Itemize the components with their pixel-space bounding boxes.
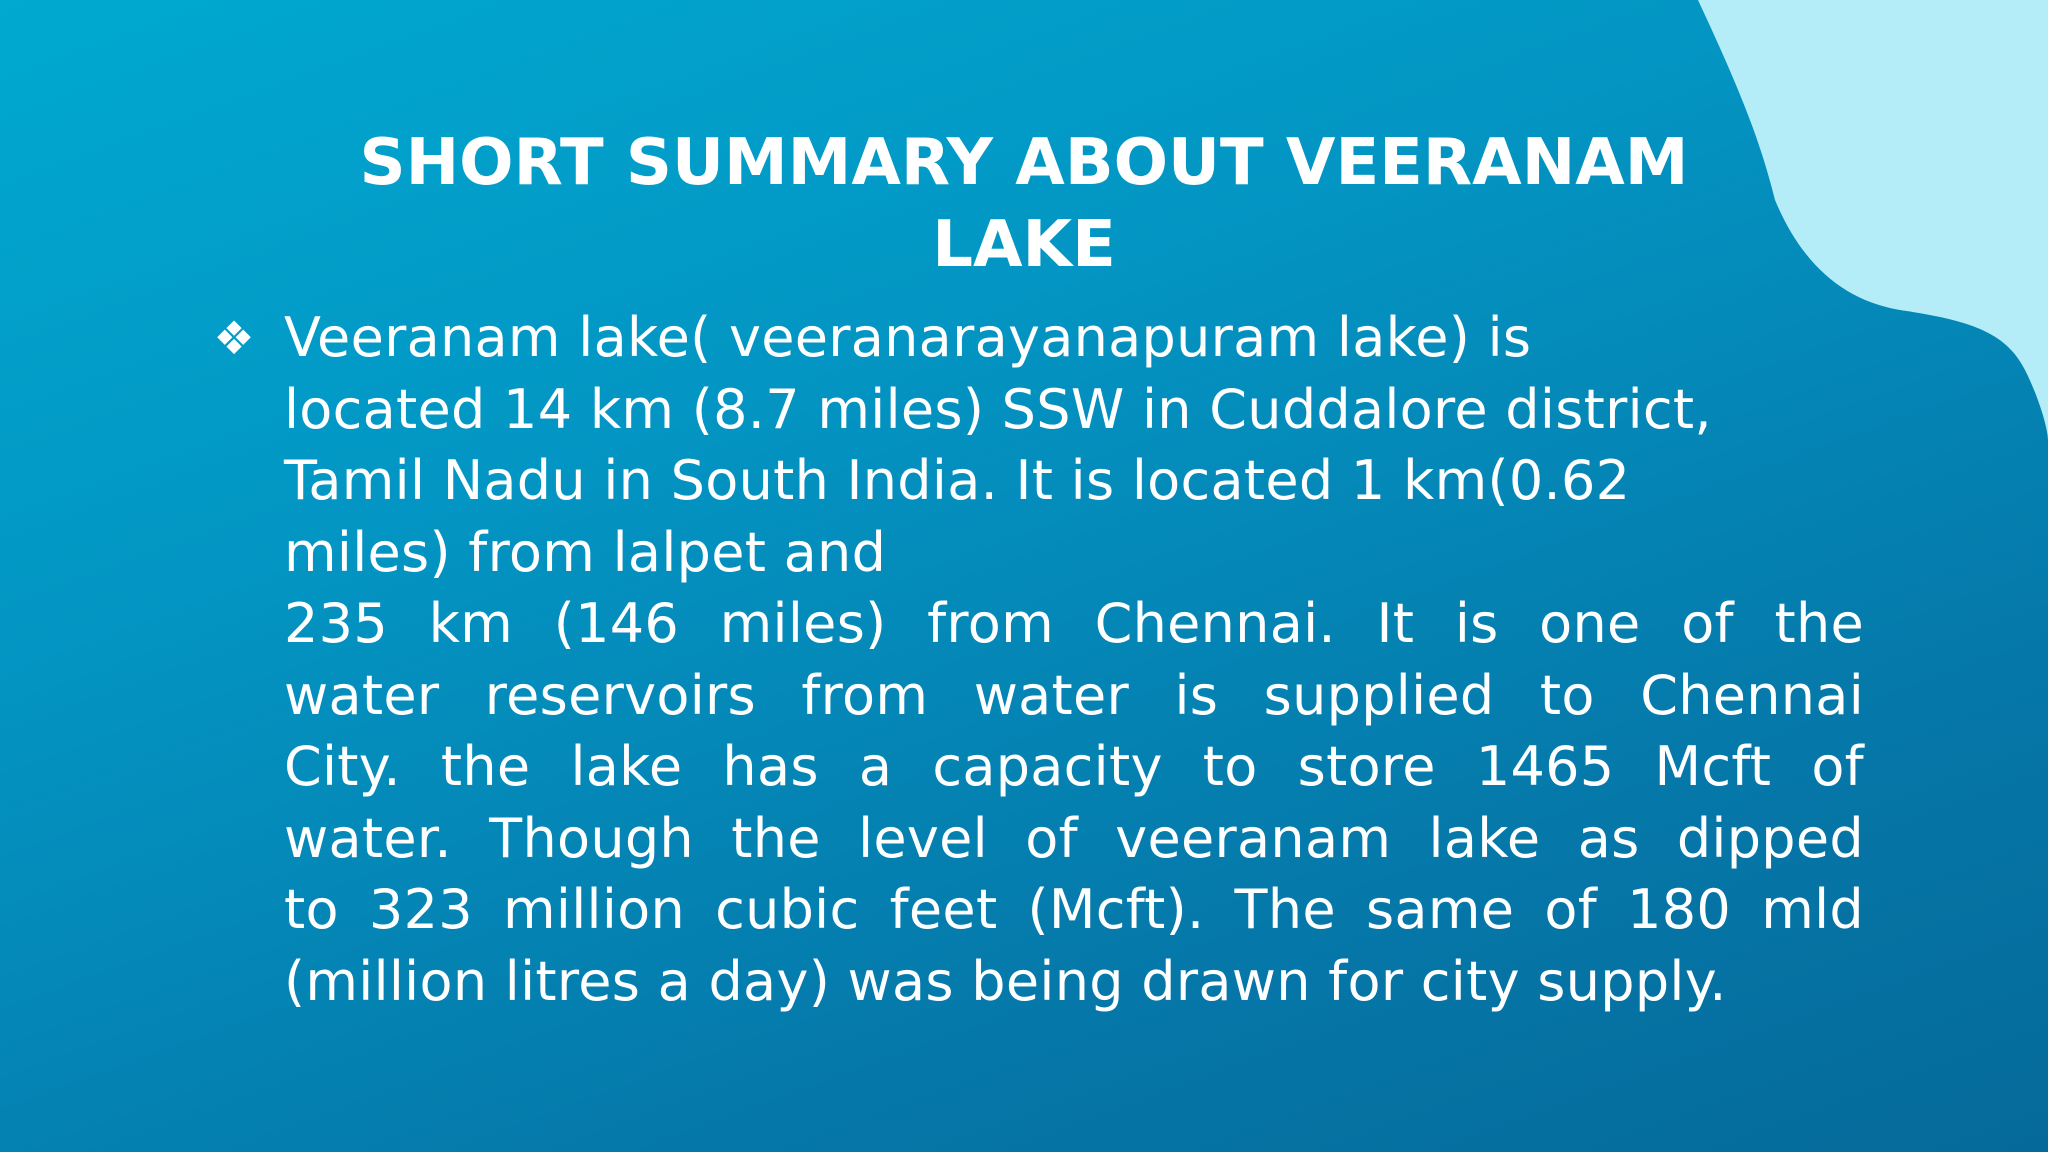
summary-line: located 14 km (8.7 miles) SSW in Cuddalore district, (284, 377, 1712, 441)
summary-line: to 323 million cubic feet (Mcft). The same of 180 mld (284, 878, 1864, 941)
summary-line: miles) from lalpet and (284, 520, 887, 584)
diamond-four-icon: ❖ (213, 311, 255, 365)
slide-title (300, 122, 1748, 286)
summary-line: City. the lake has a capacity to store 1465 Mcft of (284, 735, 1864, 798)
summary-line: water. Though the level of veeranam lake as dipped (284, 806, 1864, 870)
summary-line: water reservoirs from water is supplied to Chennai (284, 663, 1864, 727)
summary-paragraph-2 (284, 588, 1864, 1017)
summary-line: 235 km (146 miles) from Chennai. It is one of the (284, 592, 1864, 655)
summary-line: Tamil Nadu in South India. It is located 1 km(0.62 (284, 449, 1631, 512)
title-line-1: SHORT SUMMARY ABOUT VEERANAM (359, 126, 1689, 200)
summary-text (284, 302, 1864, 1017)
summary-line: (million litres a day) was being drawn for city supply. (284, 949, 1727, 1013)
summary-line: Veeranam lake( veeranarayanapuram lake) is (284, 306, 1532, 369)
title-line-2: LAKE (932, 208, 1116, 282)
